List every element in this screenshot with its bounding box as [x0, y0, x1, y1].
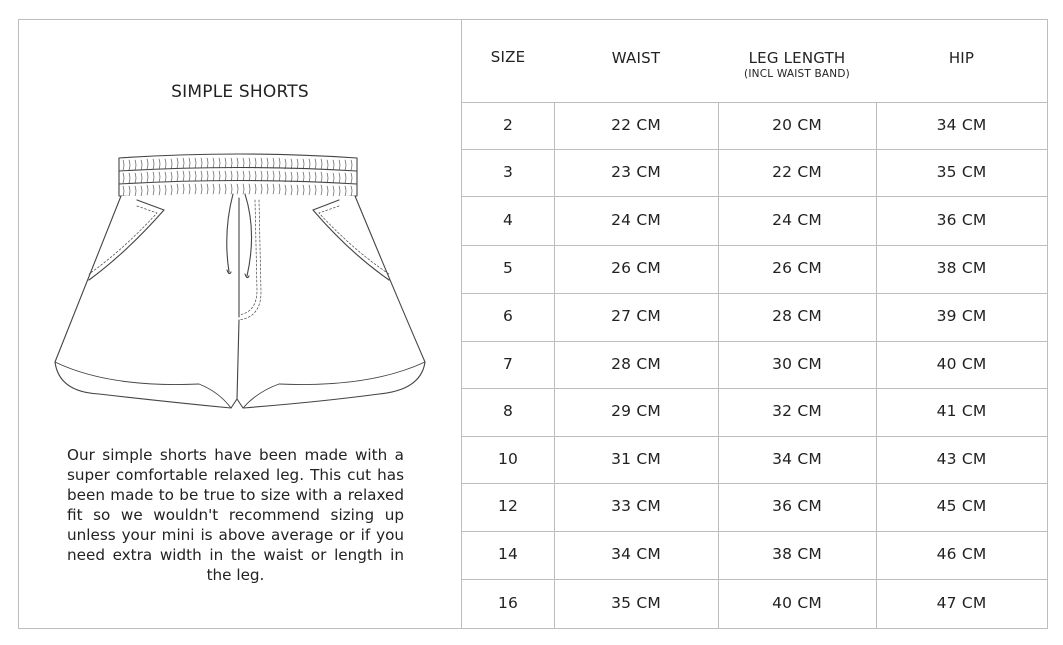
leg-length-cell: 32 CM [772, 402, 822, 420]
hip-cell: 38 CM [936, 259, 987, 277]
size-cell: 6 [502, 307, 514, 325]
leg-length-cell: 30 CM [772, 354, 822, 373]
hip-cell: 35 CM [936, 162, 987, 181]
header-leg-length-note: (INCL WAIST BAND) [744, 68, 850, 80]
hip-cell: 40 CM [936, 354, 987, 373]
column-divider [876, 102, 877, 628]
leg-length-cell: 36 CM [772, 497, 822, 515]
size-cell: 16 [497, 593, 519, 612]
size-chart-card [18, 19, 1048, 629]
product-panel [19, 20, 461, 628]
hip-cell: 47 CM [936, 593, 987, 612]
product-title: SIMPLE SHORTS [171, 82, 309, 102]
row-divider [462, 245, 1047, 246]
leg-length-cell: 40 CM [772, 593, 822, 612]
row-divider [462, 196, 1047, 197]
waist-cell: 24 CM [611, 210, 661, 229]
leg-length-cell: 38 CM [772, 545, 822, 563]
waist-cell: 22 CM [611, 115, 661, 134]
waist-cell: 31 CM [611, 449, 661, 468]
size-cell: 12 [497, 497, 519, 515]
waist-cell: 27 CM [611, 307, 661, 325]
size-cell: 4 [502, 210, 514, 229]
size-cell: 8 [502, 402, 514, 420]
waist-cell: 29 CM [611, 402, 661, 420]
size-cell: 3 [502, 162, 514, 181]
waist-cell: 26 CM [611, 259, 661, 277]
leg-length-cell: 22 CM [772, 162, 822, 181]
leg-length-cell: 24 CM [772, 210, 822, 229]
hip-cell: 39 CM [936, 307, 987, 325]
size-cell: 5 [502, 259, 514, 277]
waist-cell: 33 CM [611, 497, 661, 515]
waist-cell: 28 CM [611, 354, 661, 373]
hip-cell: 41 CM [936, 402, 987, 420]
row-divider [462, 436, 1047, 437]
shorts-sketch-icon [49, 152, 429, 414]
header-hip: HIP [948, 49, 975, 67]
hip-cell: 46 CM [936, 545, 987, 563]
product-description: Our simple shorts have been made with a super comfortable relaxed leg. This cut has been made to be true to size with a relaxed fit so we wouldn't recommend sizing up unless your mini is above average or if you need extra width in the waist or length in the leg. [67, 446, 404, 584]
hip-cell: 36 CM [936, 210, 987, 229]
row-divider [462, 388, 1047, 389]
hip-cell: 34 CM [936, 115, 987, 134]
row-divider [462, 149, 1047, 150]
waist-cell: 35 CM [611, 593, 661, 612]
leg-length-cell: 34 CM [772, 449, 822, 468]
header-size: SIZE [490, 48, 526, 66]
leg-length-cell: 28 CM [772, 307, 822, 325]
row-divider [462, 341, 1047, 342]
row-divider [462, 531, 1047, 532]
hip-cell: 43 CM [936, 449, 987, 468]
leg-length-cell: 20 CM [772, 115, 822, 134]
waist-cell: 23 CM [611, 162, 661, 181]
column-divider [718, 102, 719, 628]
header-leg-length: LEG LENGTH [748, 49, 846, 67]
size-cell: 14 [497, 545, 519, 563]
size-cell: 2 [502, 115, 514, 134]
waist-cell: 34 CM [611, 545, 661, 563]
header-waist: WAIST [611, 49, 661, 67]
column-divider [554, 102, 555, 628]
row-divider [462, 293, 1047, 294]
row-divider [462, 579, 1047, 580]
hip-cell: 45 CM [936, 497, 987, 515]
size-cell: 7 [502, 354, 514, 373]
row-divider [462, 483, 1047, 484]
header-divider [462, 102, 1047, 103]
leg-length-cell: 26 CM [772, 259, 822, 277]
size-cell: 10 [497, 449, 519, 468]
